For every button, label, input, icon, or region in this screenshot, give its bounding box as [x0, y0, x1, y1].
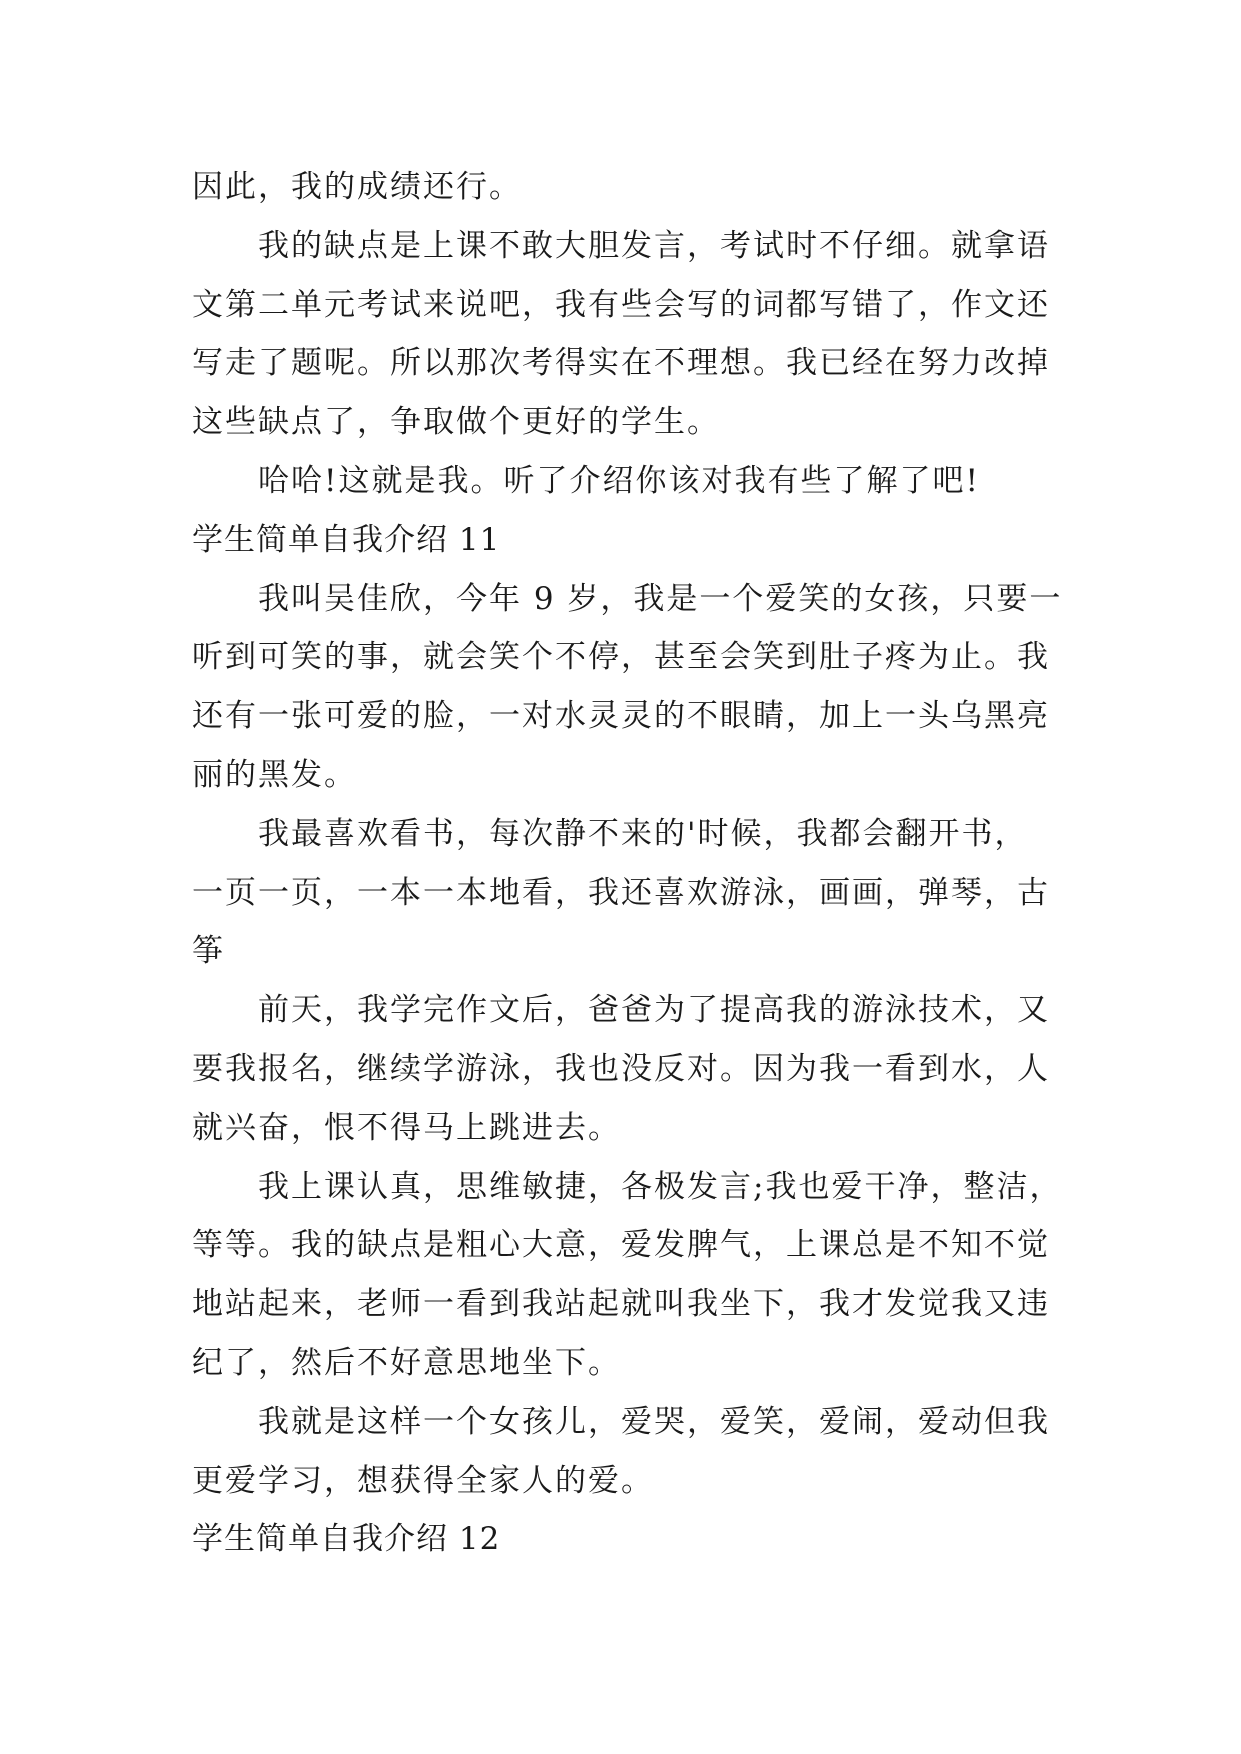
- paragraph-line: 文第二单元考试来说吧，我有些会写的词都写错了，作文还: [192, 286, 1050, 323]
- paragraph-line: 因此，我的成绩还行。: [192, 169, 522, 205]
- paragraph-line: 哈哈!这就是我。听了介绍你该对我有些了解了吧!: [258, 462, 980, 499]
- paragraph-line: 等等。我的缺点是粗心大意，爱发脾气，上课总是不知不觉: [192, 1227, 1050, 1264]
- paragraph-line: 就兴奋，恨不得马上跳进去。: [192, 1109, 621, 1146]
- paragraph-line: 我的缺点是上课不敢大胆发言，考试时不仔细。就拿语: [258, 227, 1050, 264]
- document-body: [192, 158, 1062, 1569]
- paragraph-line: 丽的黑发。: [192, 756, 357, 793]
- paragraph-line: 要我报名，继续学游泳，我也没反对。因为我一看到水，人: [192, 1050, 1050, 1087]
- paragraph-line: 前天，我学完作文后，爸爸为了提高我的游泳技术，又: [258, 992, 1050, 1029]
- paragraph-line: 我最喜欢看书，每次静不来的'时候，我都会翻开书，: [258, 815, 1028, 852]
- paragraph-line: 筝: [192, 933, 225, 970]
- section-heading: 学生简单自我介绍 12: [192, 1521, 501, 1558]
- paragraph-line: 这些缺点了，争取做个更好的学生。: [192, 404, 720, 441]
- paragraph-line: 我就是这样一个女孩儿，爱哭，爱笑，爱闹，爱动但我: [258, 1403, 1050, 1440]
- paragraph-line: 地站起来，老师一看到我站起就叫我坐下，我才发觉我又违: [192, 1286, 1050, 1323]
- section-heading: 学生简单自我介绍 11: [192, 521, 501, 558]
- paragraph-line: 还有一张可爱的脸，一对水灵灵的不眼睛，加上一头乌黑亮: [192, 698, 1050, 735]
- paragraph-line: 纪了，然后不好意思地坐下。: [192, 1344, 621, 1381]
- paragraph-line: 我上课认真，思维敏捷，各极发言;我也爱干净，整洁，: [258, 1168, 1063, 1205]
- paragraph-line: 更爱学习，想获得全家人的爱。: [192, 1462, 654, 1499]
- paragraph-line: 我叫吴佳欣，今年 9 岁，我是一个爱笑的女孩，只要一: [258, 580, 1063, 617]
- paragraph-line: 一页一页，一本一本地看，我还喜欢游泳，画画，弹琴，古: [192, 874, 1050, 911]
- paragraph-line: 写走了题呢。所以那次考得实在不理想。我已经在努力改掉: [192, 345, 1050, 382]
- paragraph-line: 听到可笑的事，就会笑个不停，甚至会笑到肚子疼为止。我: [192, 639, 1050, 676]
